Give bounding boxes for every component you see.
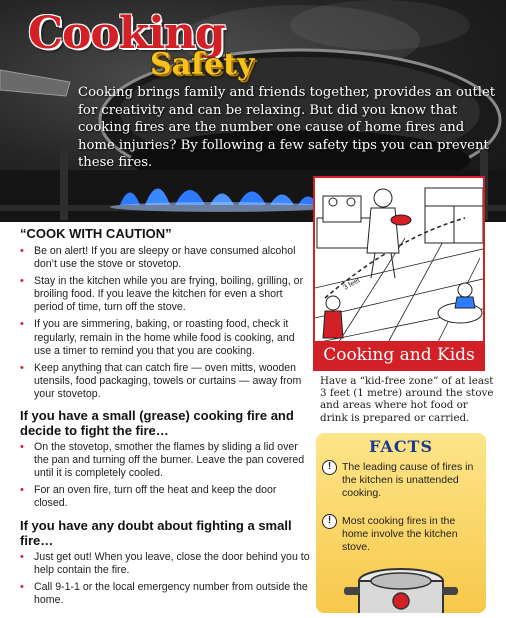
cook-with-caution-list bbox=[20, 245, 310, 401]
bullet-icon: • bbox=[20, 275, 24, 288]
fact-item: ! The leading cause of fires in the kitchen is unattended cooking. bbox=[322, 461, 482, 500]
kitchen-illustration bbox=[315, 178, 485, 348]
facts-title: FACTS bbox=[368, 437, 434, 456]
bullet-icon: • bbox=[20, 580, 24, 593]
grease-fire-list bbox=[20, 441, 310, 510]
zone-distance-label: 3 feet bbox=[342, 276, 362, 292]
cooking-and-kids-banner: Cooking and Kids bbox=[315, 341, 483, 369]
list-item: • Call 9-1-1 or the local emergency number from outside the home. bbox=[20, 580, 308, 606]
list-item: • If you are simmering, baking, or roasting food, check it regularly, remain in the home while food is cooking, and use a timer to remind you that you are cooking. bbox=[20, 318, 295, 357]
bullet-icon: • bbox=[20, 361, 24, 374]
facts-box bbox=[316, 433, 486, 613]
section-heading-any-doubt: If you have any doubt about fighting a small fire… bbox=[20, 517, 292, 548]
list-item: • Just get out! When you leave, close the door behind you to help contain the fire. bbox=[20, 550, 310, 576]
intro-paragraph: Cooking brings family and friends together, provides an outlet for creativity and can be relaxing. But did you know that cooking fires are the number one cause of home fires and home injuries? By following a few safety tips you can prevent these fires. bbox=[78, 85, 496, 170]
list-item: • Be on alert! If you are sleepy or have consumed alcohol don’t use the stove or stovetop. bbox=[20, 245, 296, 271]
bullet-icon: • bbox=[20, 441, 24, 454]
list-item: • On the stovetop, smother the flames by sliding a lid over the pan and turning off the burner. Leave the pan covered until it is completely cooled. bbox=[20, 441, 305, 480]
bullet-icon: • bbox=[20, 550, 24, 563]
section-heading-cook-with-caution: “COOK WITH CAUTION” bbox=[20, 226, 172, 241]
cooking-and-kids-panel bbox=[313, 176, 485, 371]
warning-icon: ! bbox=[322, 460, 337, 475]
bullet-icon: • bbox=[20, 245, 24, 257]
bullet-icon: • bbox=[20, 484, 24, 497]
title-safety: Safety bbox=[150, 47, 255, 82]
section-heading-grease-fire: If you have a small (grease) cooking fire and decide to fight the fire… bbox=[20, 408, 294, 439]
fact-item: ! Most cooking fires in the home involve the kitchen stove. bbox=[322, 515, 482, 554]
kid-free-zone-caption: Have a “kid-free zone” of at least 3 feet (1 metre) around the stove and areas where hot food or drink is prepared or carried. bbox=[320, 375, 494, 424]
bullet-icon: • bbox=[20, 318, 24, 331]
list-item: • Keep anything that can catch fire — oven mitts, wooden utensils, food packaging, towels or curtains — away from your stovetop. bbox=[20, 361, 302, 400]
warning-icon: ! bbox=[322, 514, 337, 529]
list-item: • For an oven fire, turn off the heat and keep the door closed. bbox=[20, 484, 277, 510]
list-item: • Stay in the kitchen while you are frying, boiling, grilling, or broiling food. If you leave the kitchen for even a short period of time, turn off the stove. bbox=[20, 275, 304, 314]
stovetop-pot-icon bbox=[316, 551, 486, 613]
title-cooking: Cooking bbox=[28, 8, 225, 59]
any-doubt-list bbox=[20, 551, 310, 607]
safety-tips-column bbox=[20, 226, 310, 611]
